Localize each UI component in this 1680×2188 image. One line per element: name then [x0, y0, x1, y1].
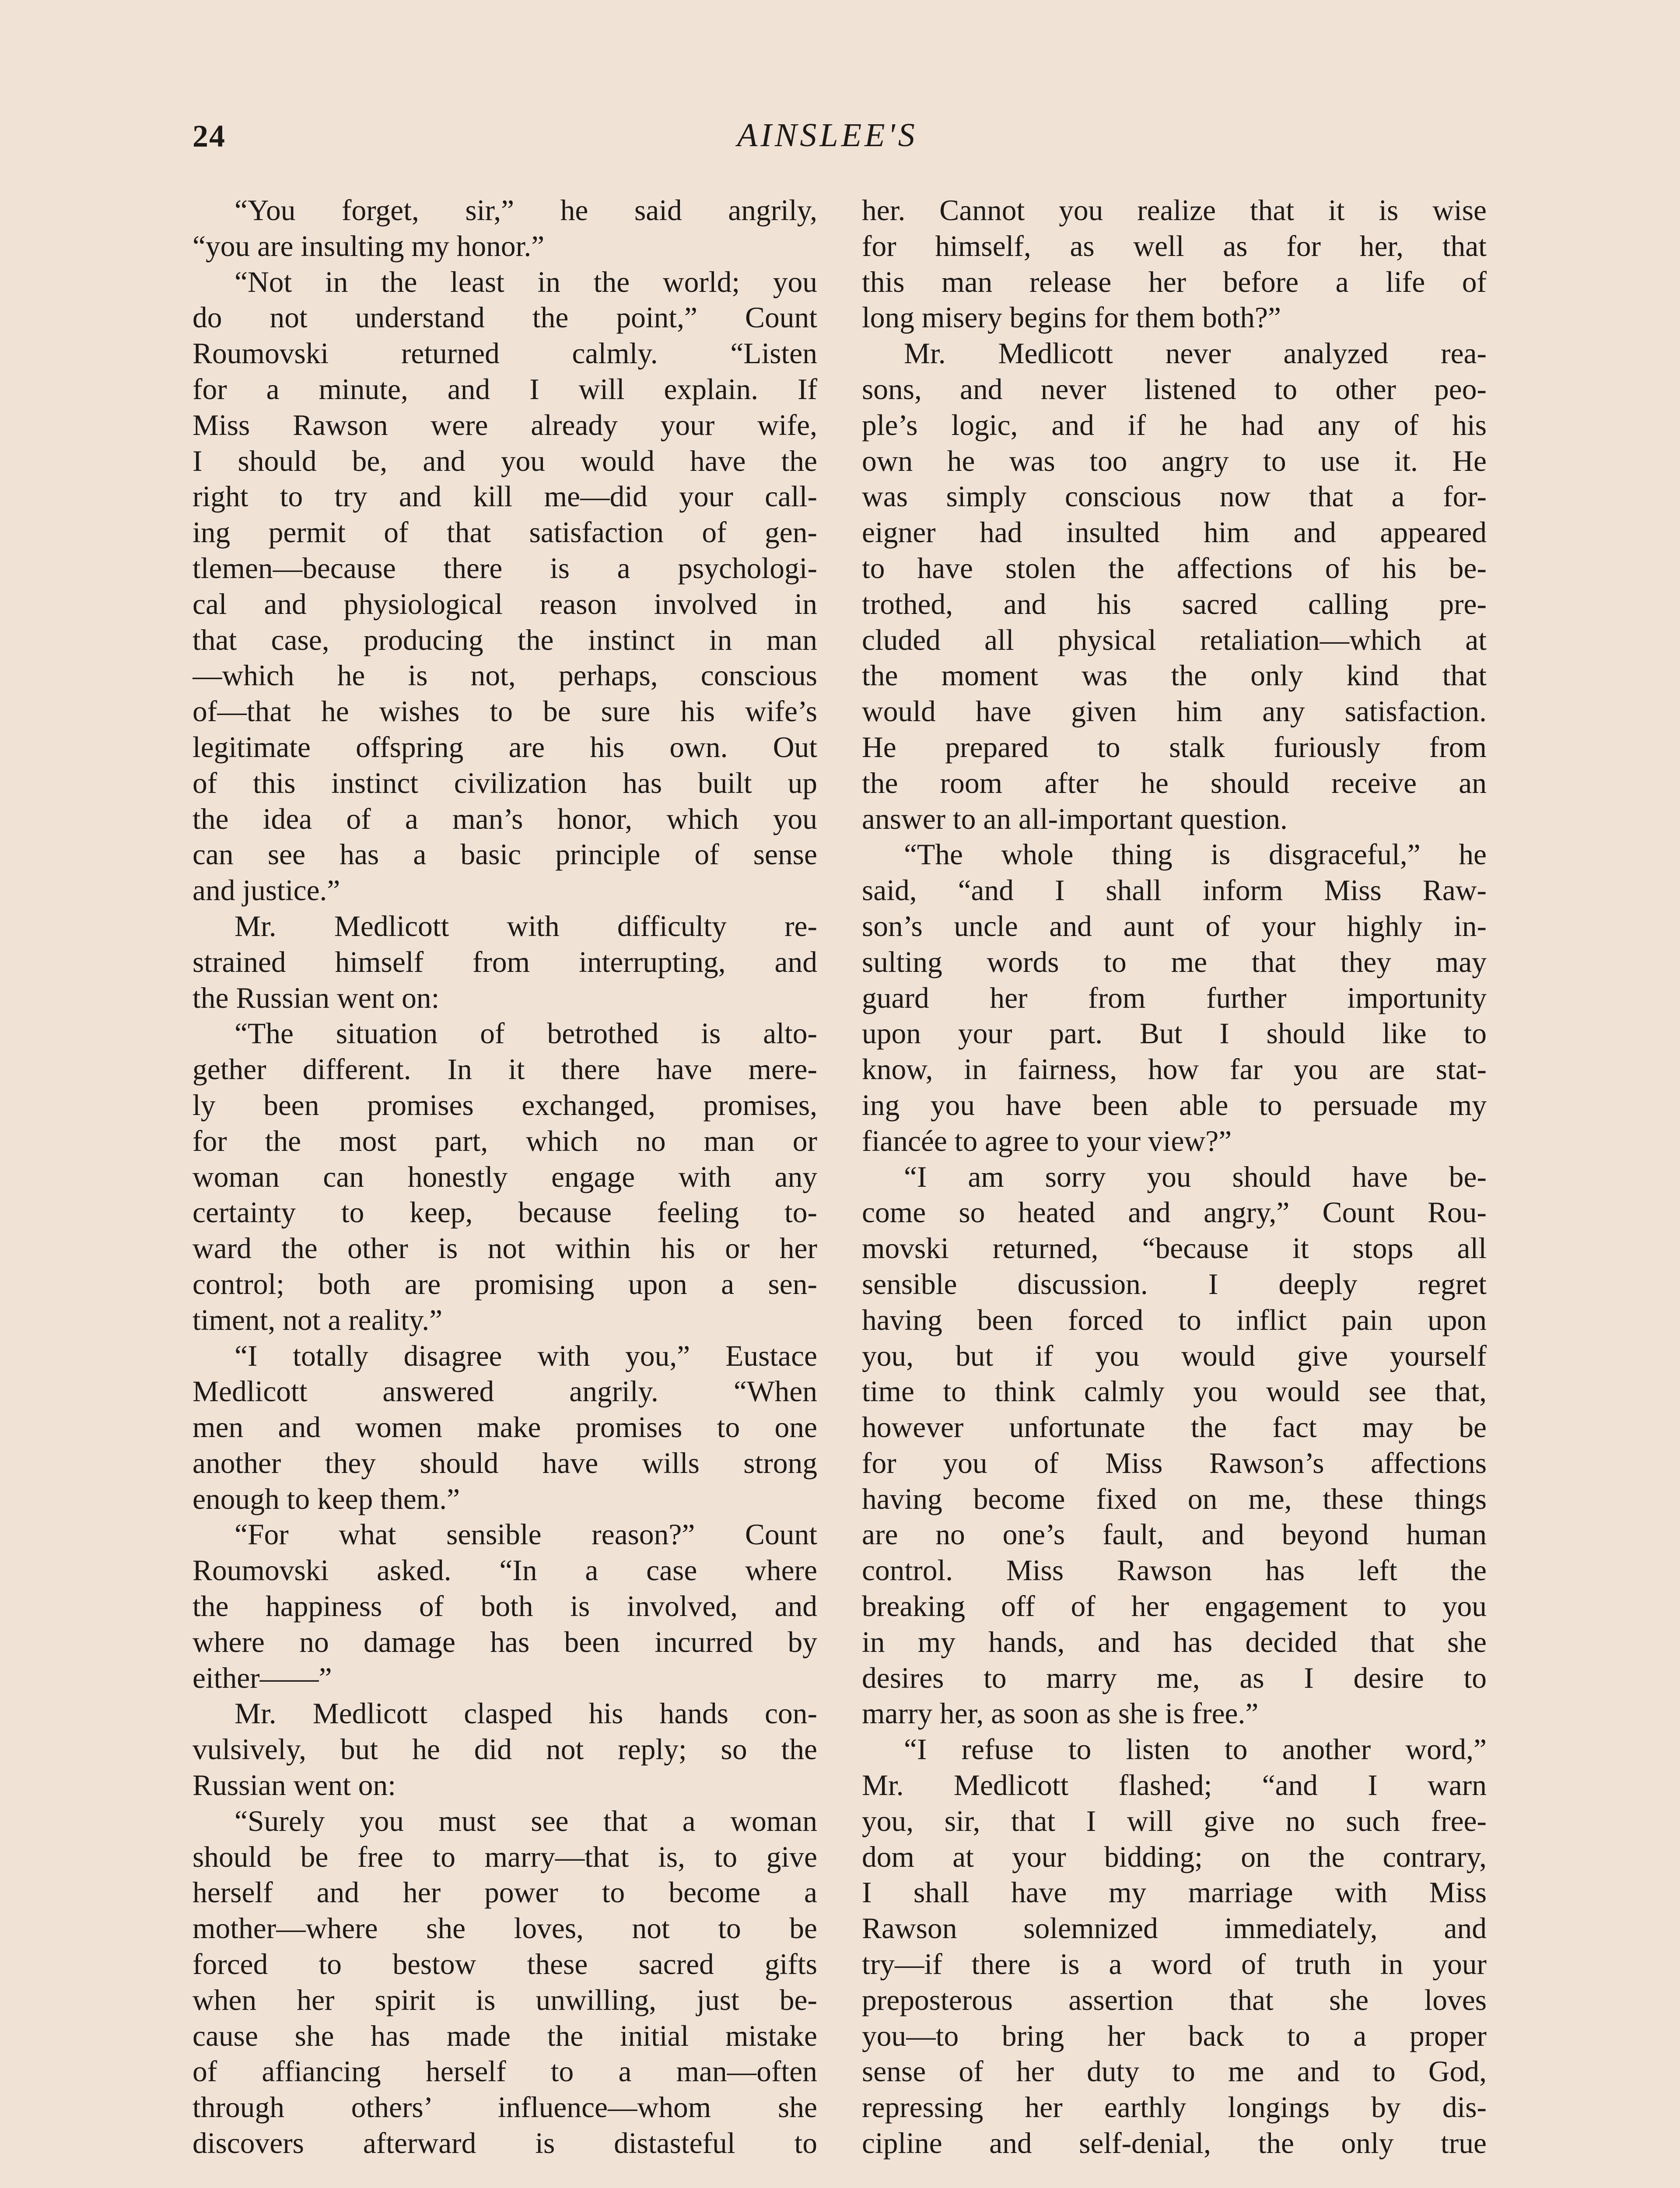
text-line: guard her from further importunity: [862, 981, 1487, 1014]
text-line: of—that he wishes to be sure his wife’s: [192, 695, 817, 728]
text-line: “You forget, sir,” he said angrily,: [234, 194, 817, 227]
text-line: mother—where she loves, not to be: [192, 1912, 817, 1945]
text-line: Mr. Medlicott never analyzed rea-: [904, 337, 1487, 370]
text-line: Rawson solemnized immediately, and: [862, 1912, 1487, 1945]
text-line: woman can honestly engage with any: [192, 1160, 817, 1193]
text-line: would have given him any satisfaction.: [862, 695, 1487, 728]
text-line: movski returned, “because it stops all: [862, 1232, 1487, 1265]
text-line: “I totally disagree with you,” Eustace: [234, 1339, 817, 1372]
text-line: cause she has made the initial mistake: [192, 2019, 817, 2052]
text-line: son’s uncle and aunt of your highly in-: [862, 909, 1487, 943]
text-line: you—to bring her back to a proper: [862, 2019, 1487, 2052]
page-number: 24: [192, 119, 226, 154]
text-line: “Not in the least in the world; you: [234, 265, 817, 298]
text-line: know, in fairness, how far you are stat-: [862, 1053, 1487, 1086]
text-line: the happiness of both is involved, and: [192, 1590, 817, 1623]
text-line: gether different. In it there have mere-: [192, 1053, 817, 1086]
text-line: that case, producing the instinct in man: [192, 623, 817, 656]
text-line: “I refuse to listen to another word,”: [904, 1733, 1487, 1766]
text-line: try—if there is a word of truth in your: [862, 1948, 1487, 1981]
text-line: sense of her duty to me and to God,: [862, 2055, 1487, 2088]
text-line: ward the other is not within his or her: [192, 1232, 817, 1265]
text-line: ly been promises exchanged, promises,: [192, 1088, 817, 1122]
text-line: through others’ influence—whom she: [192, 2091, 817, 2124]
text-line: control. Miss Rawson has left the: [862, 1554, 1487, 1587]
text-line: tlemen—because there is a psychologi-: [192, 551, 817, 585]
text-line: eigner had insulted him and appeared: [862, 516, 1487, 549]
text-line: I shall have my marriage with Miss: [862, 1876, 1487, 1909]
text-line: Roumovski returned calmly. “Listen: [192, 337, 817, 370]
text-line: the idea of a man’s honor, which you: [192, 802, 817, 835]
text-line: own he was too angry to use it. He: [862, 444, 1487, 477]
text-line: ple’s logic, and if he had any of his: [862, 408, 1487, 442]
text-line: answer to an all-important question.: [862, 802, 1288, 835]
text-line: “The whole thing is disgraceful,” he: [904, 838, 1487, 871]
text-line: ing you have been able to persuade my: [862, 1088, 1487, 1122]
text-line: however unfortunate the fact may be: [862, 1411, 1487, 1444]
text-line: of this instinct civilization has built up: [192, 766, 817, 799]
text-line: where no damage has been incurred by: [192, 1625, 817, 1659]
text-line: for a minute, and I will explain. If: [192, 372, 817, 406]
text-line: do not understand the point,” Count: [192, 301, 817, 334]
text-line: sons, and never listened to other peo-: [862, 372, 1487, 406]
text-line: marry her, as soon as she is free.”: [862, 1697, 1259, 1730]
text-line: you, but if you would give yourself: [862, 1339, 1487, 1372]
text-line: desires to marry me, as I desire to: [862, 1661, 1487, 1694]
text-line: repressing her earthly longings by dis-: [862, 2091, 1487, 2124]
text-line: breaking off of her engagement to you: [862, 1590, 1487, 1623]
text-line: and justice.”: [192, 874, 340, 907]
text-line: timent, not a reality.”: [192, 1303, 443, 1336]
text-line: said, “and I shall inform Miss Raw-: [862, 874, 1487, 907]
text-line: having been forced to inflict pain upon: [862, 1303, 1487, 1336]
text-line: Medlicott answered angrily. “When: [192, 1375, 817, 1408]
text-line: “Surely you must see that a woman: [234, 1804, 817, 1837]
text-line: her. Cannot you realize that it is wise: [862, 194, 1487, 227]
text-line: time to think calmly you would see that,: [862, 1375, 1487, 1408]
text-line: cipline and self-denial, the only true: [862, 2127, 1487, 2160]
text-line: the Russian went on:: [192, 981, 440, 1014]
text-line: “you are insulting my honor.”: [192, 229, 545, 263]
text-line: Mr. Medlicott with difficulty re-: [234, 909, 817, 943]
text-line: should be free to marry—that is, to give: [192, 1840, 817, 1873]
text-line: preposterous assertion that she loves: [862, 1983, 1487, 2016]
text-line: for you of Miss Rawson’s affections: [862, 1446, 1487, 1480]
text-line: the room after he should receive an: [862, 766, 1487, 799]
running-title: AINSLEE'S: [737, 117, 918, 154]
text-line: when her spirit is unwilling, just be-: [192, 1983, 817, 2016]
text-column-right: [862, 193, 1487, 2161]
text-line: sulting words to me that they may: [862, 945, 1487, 978]
text-line: enough to keep them.”: [192, 1482, 460, 1515]
text-line: this man release her before a life of: [862, 265, 1487, 298]
text-line: men and women make promises to one: [192, 1411, 817, 1444]
text-line: cal and physiological reason involved in: [192, 587, 817, 621]
text-line: legitimate offspring are his own. Out: [192, 730, 817, 764]
text-line: I should be, and you would have the: [192, 444, 817, 477]
text-column-left: [192, 193, 817, 2161]
text-line: “For what sensible reason?” Count: [234, 1518, 817, 1551]
text-line: trothed, and his sacred calling pre-: [862, 587, 1487, 621]
text-line: vulsively, but he did not reply; so the: [192, 1733, 817, 1766]
text-line: either——”: [192, 1661, 332, 1694]
text-line: forced to bestow these sacred gifts: [192, 1948, 817, 1981]
text-line: the moment was the only kind that: [862, 659, 1487, 692]
text-line: upon your part. But I should like to: [862, 1017, 1487, 1050]
text-line: strained himself from interrupting, and: [192, 945, 817, 978]
text-line: of affiancing herself to a man—often: [192, 2055, 817, 2088]
text-line: dom at your bidding; on the contrary,: [862, 1840, 1487, 1873]
text-line: herself and her power to become a: [192, 1876, 817, 1909]
text-line: in my hands, and has decided that she: [862, 1625, 1487, 1659]
text-line: to have stolen the affections of his be-: [862, 551, 1487, 585]
text-line: come so heated and angry,” Count Rou-: [862, 1196, 1487, 1229]
text-line: Mr. Medlicott clasped his hands con-: [234, 1697, 817, 1730]
text-line: He prepared to stalk furiously from: [862, 730, 1487, 764]
text-line: fiancée to agree to your view?”: [862, 1124, 1232, 1157]
text-line: having become fixed on me, these things: [862, 1482, 1487, 1515]
text-line: for the most part, which no man or: [192, 1124, 817, 1157]
text-line: Russian went on:: [192, 1769, 396, 1802]
text-line: —which he is not, perhaps, conscious: [192, 659, 817, 692]
text-line: for himself, as well as for her, that: [862, 229, 1487, 263]
text-line: sensible discussion. I deeply regret: [862, 1267, 1487, 1301]
text-line: another they should have wills strong: [192, 1446, 817, 1480]
text-line: are no one’s fault, and beyond human: [862, 1518, 1487, 1551]
text-line: ing permit of that satisfaction of gen-: [192, 516, 817, 549]
text-line: Roumovski asked. “In a case where: [192, 1554, 817, 1587]
text-line: you, sir, that I will give no such free-: [862, 1804, 1487, 1837]
text-line: certainty to keep, because feeling to-: [192, 1196, 817, 1229]
text-line: cluded all physical retaliation—which at: [862, 623, 1487, 656]
text-line: Mr. Medlicott flashed; “and I warn: [862, 1769, 1487, 1802]
text-line: long misery begins for them both?”: [862, 301, 1281, 334]
text-line: “I am sorry you should have be-: [904, 1160, 1487, 1193]
page-header: [192, 118, 1505, 166]
text-line: right to try and kill me—did your call-: [192, 480, 817, 513]
text-line: Miss Rawson were already your wife,: [192, 408, 817, 442]
text-line: control; both are promising upon a sen-: [192, 1267, 817, 1301]
text-line: discovers afterward is distasteful to: [192, 2127, 817, 2160]
text-line: “The situation of betrothed is alto-: [234, 1017, 817, 1050]
text-line: was simply conscious now that a for-: [862, 480, 1487, 513]
text-line: can see has a basic principle of sense: [192, 838, 817, 871]
